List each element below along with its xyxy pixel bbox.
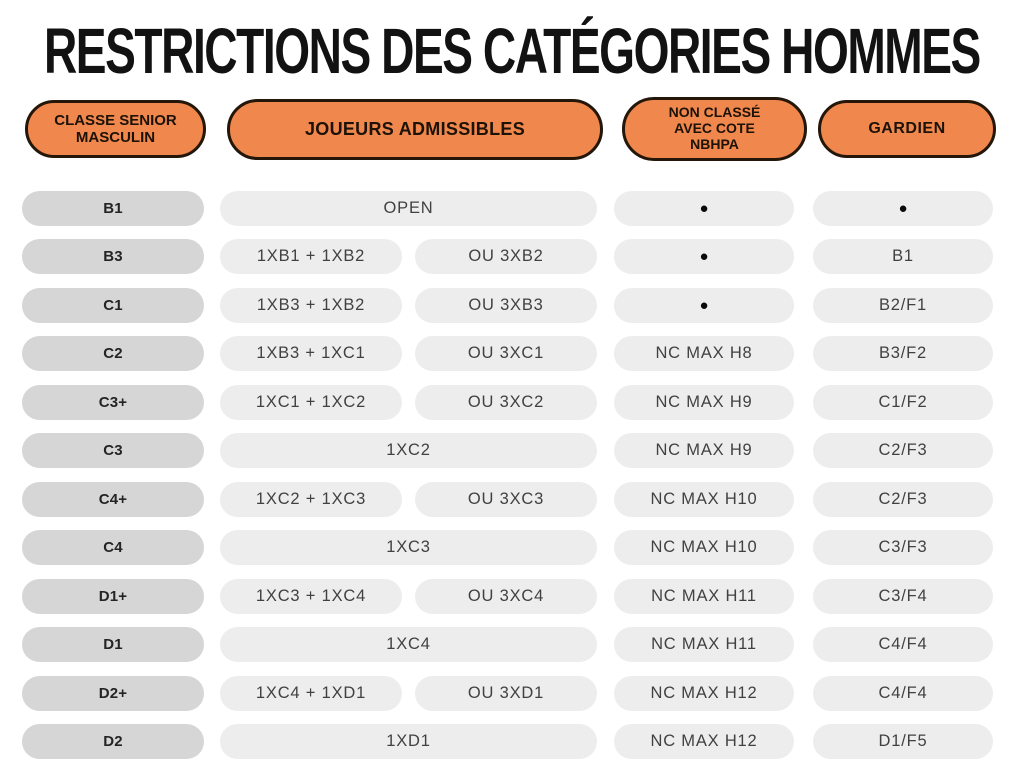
table-row <box>0 676 1024 711</box>
eligible-pill-left: 1XB3 + 1XC1 <box>220 336 402 371</box>
category-pill: C1 <box>22 288 204 323</box>
nbhpa-pill: NC MAX H9 <box>614 385 794 420</box>
eligible-pill-right: OU 3XB3 <box>415 288 597 323</box>
header-line: AVEC COTE <box>674 120 755 137</box>
category-pill: C2 <box>22 336 204 371</box>
nbhpa-pill: ● <box>614 191 794 226</box>
category-pill: C3 <box>22 433 204 468</box>
nbhpa-pill: NC MAX H8 <box>614 336 794 371</box>
gardien-pill: D1/F5 <box>813 724 993 759</box>
table-row <box>0 530 1024 565</box>
eligible-pill-right: OU 3XC2 <box>415 385 597 420</box>
gardien-pill: C2/F3 <box>813 433 993 468</box>
header-line: JOUEURS ADMISSIBLES <box>304 119 526 139</box>
nbhpa-pill: NC MAX H11 <box>614 579 794 614</box>
table-row <box>0 385 1024 420</box>
category-pill: C3+ <box>22 385 204 420</box>
title-bar <box>0 12 1024 90</box>
nbhpa-pill: NC MAX H9 <box>614 433 794 468</box>
category-pill: D1+ <box>22 579 204 614</box>
category-pill: D1 <box>22 627 204 662</box>
eligible-pill: 1XC2 <box>220 433 597 468</box>
gardien-pill: C3/F4 <box>813 579 993 614</box>
nbhpa-pill: NC MAX H11 <box>614 627 794 662</box>
table-row <box>0 627 1024 662</box>
table-row <box>0 724 1024 759</box>
eligible-pill: 1XC3 <box>220 530 597 565</box>
column-header-classe-senior-masculin <box>25 100 206 158</box>
category-pill: D2+ <box>22 676 204 711</box>
header-line: MASCULIN <box>75 129 156 146</box>
eligible-pill-right: OU 3XB2 <box>415 239 597 274</box>
eligible-pill-right: OU 3XC1 <box>415 336 597 371</box>
gardien-pill: C2/F3 <box>813 482 993 517</box>
gardien-pill: C1/F2 <box>813 385 993 420</box>
gardien-pill: C3/F3 <box>813 530 993 565</box>
table-row <box>0 191 1024 226</box>
eligible-pill-left: 1XC3 + 1XC4 <box>220 579 402 614</box>
eligible-pill-left: 1XB1 + 1XB2 <box>220 239 402 274</box>
nbhpa-pill: NC MAX H10 <box>614 530 794 565</box>
category-pill: C4 <box>22 530 204 565</box>
nbhpa-pill: NC MAX H12 <box>614 676 794 711</box>
category-pill: B3 <box>22 239 204 274</box>
table-row <box>0 336 1024 371</box>
gardien-pill: C4/F4 <box>813 676 993 711</box>
table-row <box>0 482 1024 517</box>
header-line: GARDIEN <box>868 120 946 137</box>
gardien-pill: C4/F4 <box>813 627 993 662</box>
eligible-pill: OPEN <box>220 191 597 226</box>
gardien-pill: B2/F1 <box>813 288 993 323</box>
column-header-joueurs-admissibles <box>227 99 603 160</box>
nbhpa-pill: NC MAX H12 <box>614 724 794 759</box>
eligible-pill: 1XC4 <box>220 627 597 662</box>
eligible-pill-left: 1XB3 + 1XB2 <box>220 288 402 323</box>
header-line: NON CLASSÉ <box>668 104 761 121</box>
header-line: NBHPA <box>690 135 739 152</box>
column-header-non-classe-nbhpa <box>622 97 807 161</box>
gardien-pill: B1 <box>813 239 993 274</box>
nbhpa-pill: ● <box>614 239 794 274</box>
gardien-pill: B3/F2 <box>813 336 993 371</box>
eligible-pill: 1XD1 <box>220 724 597 759</box>
eligible-pill-left: 1XC2 + 1XC3 <box>220 482 402 517</box>
page-title: RESTRICTIONS DES CATÉGORIES HOMMES <box>44 15 980 87</box>
category-pill: C4+ <box>22 482 204 517</box>
gardien-pill: ● <box>813 191 993 226</box>
table-row <box>0 239 1024 274</box>
eligible-pill-right: OU 3XD1 <box>415 676 597 711</box>
nbhpa-pill: ● <box>614 288 794 323</box>
eligible-pill-left: 1XC4 + 1XD1 <box>220 676 402 711</box>
column-header-gardien <box>818 100 996 158</box>
eligible-pill-right: OU 3XC3 <box>415 482 597 517</box>
category-pill: D2 <box>22 724 204 759</box>
table-row <box>0 433 1024 468</box>
table-row <box>0 579 1024 614</box>
table-row <box>0 288 1024 323</box>
category-pill: B1 <box>22 191 204 226</box>
header-line: CLASSE SENIOR <box>54 111 177 129</box>
nbhpa-pill: NC MAX H10 <box>614 482 794 517</box>
eligible-pill-right: OU 3XC4 <box>415 579 597 614</box>
eligible-pill-left: 1XC1 + 1XC2 <box>220 385 402 420</box>
